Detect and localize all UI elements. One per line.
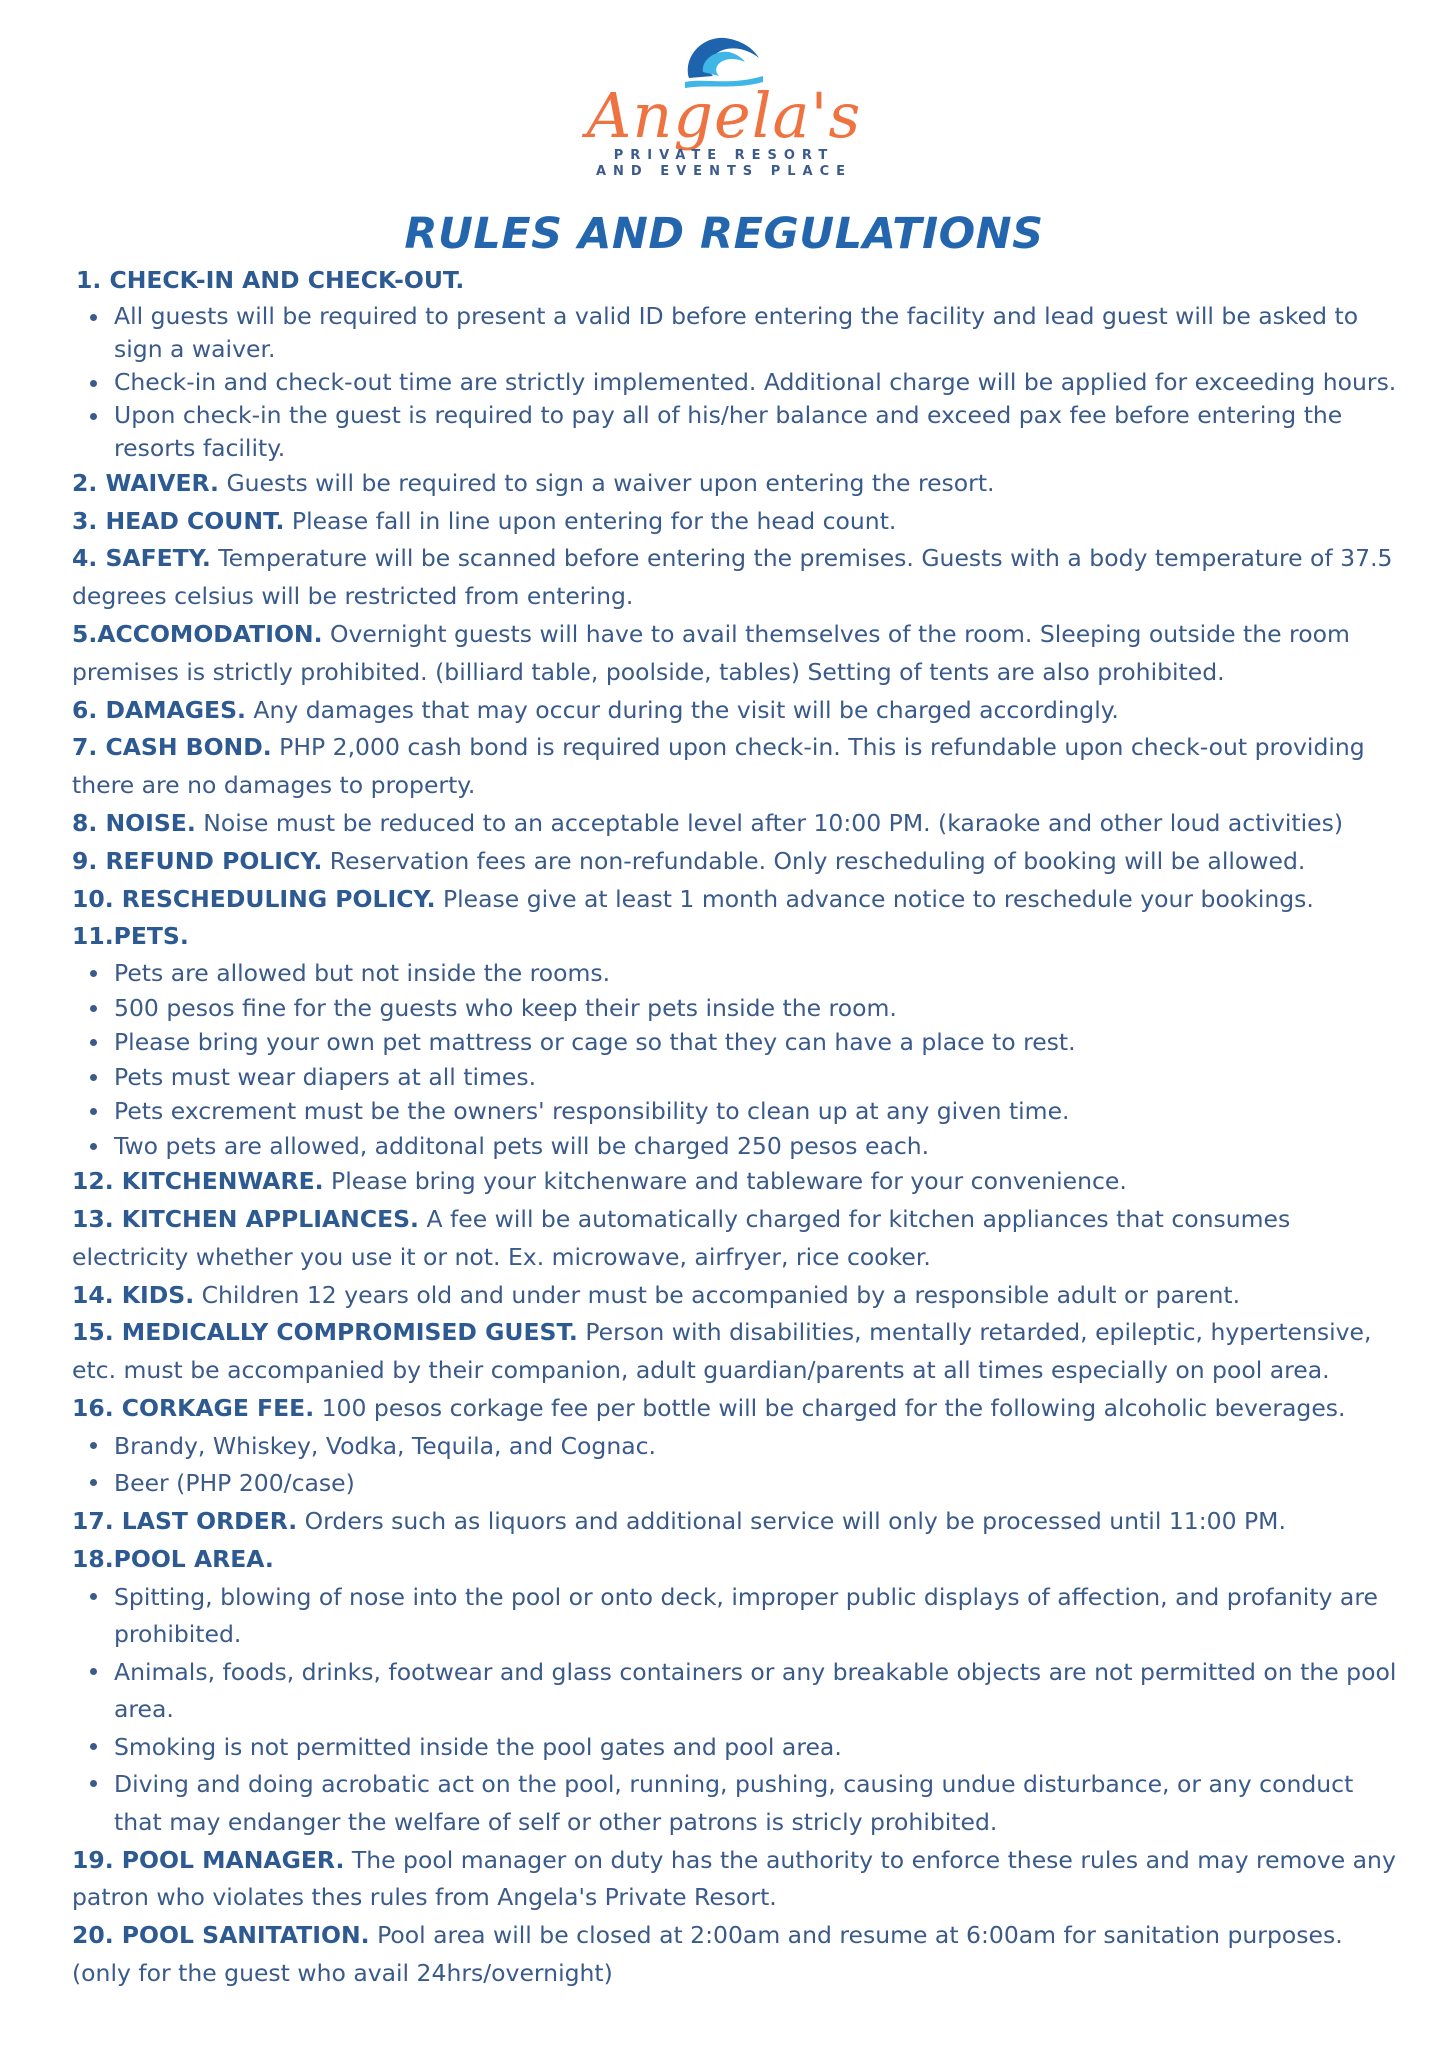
rule-20 <box>72 1917 1402 1993</box>
rule-text: Temperature will be scanned before entering the premises. Guests with a body temperature of 37.5 degrees celsius will be restricted from entering. <box>72 544 1393 611</box>
rule-heading: 18.POOL AREA. <box>72 1544 274 1573</box>
rule-11-bullets <box>72 956 1402 1163</box>
list-item: Smoking is not permitted inside the pool gates and pool area. <box>114 1729 1402 1767</box>
list-item: All guests will be required to present a valid ID before entering the facility and lead guest will be asked to sign a waiver. <box>114 300 1402 366</box>
rule-heading: 11.PETS. <box>72 922 189 951</box>
rule-text: Orders such as liquors and additional service will only be processed until 11:00 PM. <box>297 1506 1286 1535</box>
rule-6 <box>72 692 1402 730</box>
rule-text: Pool area will be closed at 2:00am and resume at 6:00am for sanitation purposes. (only for the guest who avail 24hrs/overnight) <box>72 1921 1343 1988</box>
rule-1 <box>72 262 1402 300</box>
tagline-1: PRIVATE RESORT <box>613 148 835 163</box>
list-item: Diving and doing acrobatic act on the pool, running, pushing, causing undue disturbance, or any conduct that may endanger the welfare of self or other patrons is stricly prohibited. <box>114 1766 1402 1841</box>
rule-heading: 15. MEDICALLY COMPROMISED GUEST. <box>72 1318 578 1347</box>
rule-heading: 19. POOL MANAGER. <box>72 1845 345 1874</box>
tagline-2: AND EVENTS PLACE <box>595 164 852 179</box>
list-item: Pets are allowed but not inside the rooms. <box>114 956 1402 991</box>
rule-heading: 10. RESCHEDULING POLICY. <box>72 884 436 913</box>
list-item: Brandy, Whiskey, Vodka, Tequila, and Cognac. <box>114 1428 1402 1466</box>
rule-13 <box>72 1201 1402 1277</box>
rule-heading: 4. SAFETY. <box>72 544 211 573</box>
rule-text: Please bring your kitchenware and tableware for your convenience. <box>323 1167 1127 1196</box>
list-item: 500 pesos fine for the guests who keep their pets inside the room. <box>114 991 1402 1026</box>
rule-4 <box>72 540 1402 616</box>
rule-12 <box>72 1163 1402 1201</box>
rule-text: Person with disabilities, mentally retarded, epileptic, hypertensive, etc. must be accompanied by their companion, adult guardian/parents at all times especially on pool area. <box>72 1318 1372 1385</box>
rule-text: Please fall in line upon entering for the head count. <box>284 506 897 535</box>
rule-16 <box>72 1390 1402 1428</box>
rule-text: Overnight guests will have to avail themselves of the room. Sleeping outside the room premises is strictly prohibited. (billiard table, poolside, tables) Setting of tents are also prohibited. <box>72 619 1350 686</box>
rule-heading: 6. DAMAGES. <box>72 695 246 724</box>
list-item: Animals, foods, drinks, footwear and glass containers or any breakable objects are not permitted on the pool area. <box>114 1654 1402 1729</box>
rule-text: PHP 2,000 cash bond is required upon check-in. This is refundable upon check-out providing there are no damages to property. <box>72 733 1365 800</box>
rule-text: 100 pesos corkage fee per bottle will be charged for the following alcoholic beverages. <box>314 1393 1346 1422</box>
rule-heading: 7. CASH BOND. <box>72 733 272 762</box>
rules-list <box>72 262 1402 1993</box>
rule-text: Children 12 years old and under must be accompanied by a responsible adult or parent. <box>194 1280 1241 1309</box>
rule-text: Guests will be required to sign a waiver upon entering the resort. <box>218 468 995 497</box>
rule-1-bullets <box>72 300 1402 465</box>
rule-7 <box>72 729 1402 805</box>
rule-heading: 3. HEAD COUNT. <box>72 506 285 535</box>
rule-text: The pool manager on duty has the authority to enforce these rules and may remove any patron who violates thes rules from Angela's Private Resort. <box>72 1845 1396 1912</box>
list-item: Two pets are allowed, additonal pets will be charged 250 pesos each. <box>114 1129 1402 1164</box>
list-item: Beer (PHP 200/case) <box>114 1465 1402 1503</box>
list-item: Pets must wear diapers at all times. <box>114 1060 1402 1095</box>
rule-heading: 12. KITCHENWARE. <box>72 1167 324 1196</box>
list-item: Please bring your own pet mattress or cage so that they can have a place to rest. <box>114 1025 1402 1060</box>
list-item: Check-in and check-out time are strictly implemented. Additional charge will be applied for exceeding hours. <box>114 366 1402 399</box>
rule-11 <box>72 918 1402 956</box>
rule-17 <box>72 1503 1402 1541</box>
rule-9 <box>72 843 1402 881</box>
list-item: Spitting, blowing of nose into the pool or onto deck, improper public displays of affection, and profanity are prohibited. <box>114 1579 1402 1654</box>
rule-10 <box>72 881 1402 919</box>
rule-heading: 13. KITCHEN APPLIANCES. <box>72 1204 419 1233</box>
rule-18-bullets <box>72 1579 1402 1842</box>
rule-heading: 17. LAST ORDER. <box>72 1506 298 1535</box>
rule-heading: 20. POOL SANITATION. <box>72 1921 370 1950</box>
rule-heading: 5.ACCOMODATION. <box>72 619 323 648</box>
list-item: Upon check-in the guest is required to pay all of his/her balance and exceed pax fee before entering the resorts facility. <box>114 399 1402 465</box>
resort-logo <box>0 30 1448 180</box>
rule-19 <box>72 1842 1402 1918</box>
rule-16-bullets <box>72 1428 1402 1503</box>
rule-heading: 1. CHECK-IN AND CHECK-OUT. <box>76 266 465 294</box>
rule-18 <box>72 1541 1402 1579</box>
rule-heading: 14. KIDS. <box>72 1280 195 1309</box>
rule-2 <box>72 465 1402 503</box>
rule-text: Please give at least 1 month advance notice to reschedule your bookings. <box>435 884 1314 913</box>
rule-heading: 2. WAIVER. <box>72 468 219 497</box>
brand-name: Angela's <box>586 79 862 152</box>
rule-heading: 8. NOISE. <box>72 808 196 837</box>
rule-text: Noise must be reduced to an acceptable level after 10:00 PM. (karaoke and other loud activities) <box>195 808 1344 837</box>
rule-heading: 9. REFUND POLICY. <box>72 846 323 875</box>
rule-14 <box>72 1277 1402 1315</box>
rule-5 <box>72 616 1402 692</box>
rule-text: A fee will be automatically charged for kitchen appliances that consumes electricity whether you use it or not. Ex. microwave, airfryer, rice cooker. <box>72 1204 1291 1271</box>
rule-text: Reservation fees are non-refundable. Only rescheduling of booking will be allowed. <box>322 846 1306 875</box>
rule-8 <box>72 805 1402 843</box>
list-item: Pets excrement must be the owners' responsibility to clean up at any given time. <box>114 1094 1402 1129</box>
rule-3 <box>72 503 1402 541</box>
rule-heading: 16. CORKAGE FEE. <box>72 1393 315 1422</box>
page-title: RULES AND REGULATIONS <box>404 209 1044 259</box>
rule-15 <box>72 1314 1402 1390</box>
rule-text: Any damages that may occur during the visit will be charged accordingly. <box>245 695 1119 724</box>
